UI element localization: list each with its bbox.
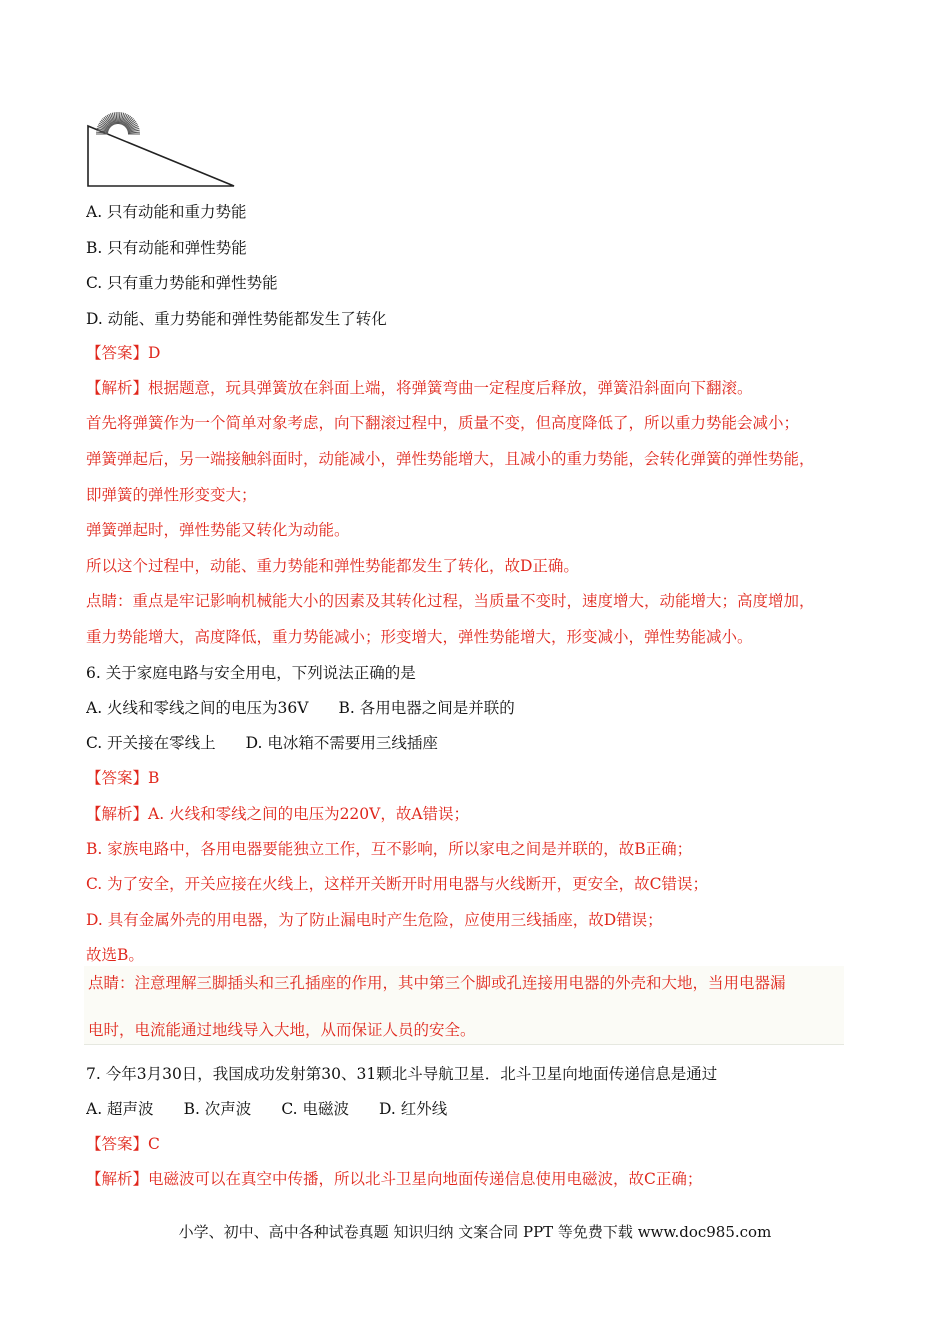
q5-option-d: D. 动能、重力势能和弹性势能都发生了转化 [86, 310, 387, 328]
q5-option-b: B. 只有动能和弹性势能 [86, 239, 247, 257]
answer-value: B [148, 769, 160, 787]
q5-analysis-line: 即弹簧的弹性形变变大； [86, 486, 257, 504]
q6-analysis-line: C. 为了安全，开关应接在火线上，这样开关断开时用电器与火线断开，更安全，故C错误； [86, 875, 709, 893]
q7-analysis-first: 【解析】电磁波可以在真空中传播，所以北斗卫星向地面传递信息使用电磁波，故C正确； [86, 1170, 703, 1188]
q5-tip-line: 点睛：重点是牢记影响机械能大小的因素及其转化过程，当质量不变时，速度增大，动能增大；高度增加， [86, 592, 815, 610]
answer-tag: 【答案】 [86, 1135, 149, 1153]
q6-analysis-first: 【解析】A. 火线和零线之间的电压为220V，故A错误； [86, 805, 470, 823]
q5-analysis-first: 【解析】根据题意，玩具弹簧放在斜面上端，将弹簧弯曲一定程度后释放，弹簧沿斜面向下翻滚。 [86, 379, 753, 397]
answer-tag: 【答案】 [86, 769, 149, 787]
q6-option-b: B. 各用电器之间是并联的 [338, 699, 515, 717]
q6-option-a: A. 火线和零线之间的电压为36V [86, 699, 309, 717]
q6-option-c: C. 开关接在零线上 [86, 734, 216, 752]
q6-tip-line: 电时，电流能通过地线导入大地，从而保证人员的安全。 [88, 1021, 476, 1039]
q6-conclusion: 故选B。 [86, 946, 144, 964]
answer-value: D [148, 344, 161, 362]
q6-answer [86, 767, 886, 789]
q6-tip-line: 点睛：注意理解三脚插头和三孔插座的作用，其中第三个脚或孔连接用电器的外壳和大地，当用电器漏 [88, 974, 786, 992]
q5-answer [86, 342, 886, 364]
q7-option-c: C. 电磁波 [281, 1100, 349, 1118]
q6-analysis-line: B. 家族电路中，各用电器要能独立工作，互不影响，所以家电之间是并联的，故B正确； [86, 840, 693, 858]
q5-analysis-line: 弹簧弹起时，弹性势能又转化为动能。 [86, 521, 350, 539]
q5-tip-line: 重力势能增大，高度降低，重力势能减小；形变增大，弹性势能增大，形变减小，弹性势能减小。 [86, 628, 753, 646]
q7-option-d: D. 红外线 [378, 1100, 448, 1118]
analysis-tag: 【解析】 [86, 805, 149, 823]
q7-question: 7. 今年3月30日，我国成功发射第30、31颗北斗导航卫星．北斗卫星向地面传递信息是通过 [86, 1065, 718, 1083]
q7-option-b: B. 次声波 [183, 1100, 252, 1118]
q5-option-c: C. 只有重力势能和弹性势能 [86, 274, 278, 292]
analysis-tag: 【解析】 [86, 379, 149, 397]
answer-value: C [148, 1135, 160, 1153]
q7-option-a: A. 超声波 [86, 1100, 154, 1118]
q7-options-row [86, 1098, 886, 1120]
q6-question: 6. 关于家庭电路与安全用电，下列说法正确的是 [86, 664, 416, 682]
q6-option-d: D. 电冰箱不需要用三线插座 [245, 734, 438, 752]
q7-answer [86, 1133, 886, 1155]
q6-options-row-1 [86, 697, 886, 719]
q5-option-a: A. 只有动能和重力势能 [86, 203, 247, 221]
answer-tag: 【答案】 [86, 344, 149, 362]
q5-analysis-line: 弹簧弹起后，另一端接触斜面时，动能减小，弹性势能增大，且减小的重力势能，会转化弹簧的弹性势能， [86, 450, 815, 468]
spring-on-incline-figure [84, 112, 240, 190]
q6-analysis-line: D. 具有金属外壳的用电器，为了防止漏电时产生危险，应使用三线插座，故D错误； [86, 911, 663, 929]
q5-analysis-line: 所以这个过程中，动能、重力势能和弹性势能都发生了转化，故D正确。 [86, 557, 579, 575]
analysis-tag: 【解析】 [86, 1170, 149, 1188]
q6-options-row-2 [86, 732, 886, 754]
page-footer: 小学、初中、高中各种试卷真题 知识归纳 文案合同 PPT 等免费下载 www.doc985.com [178, 1223, 772, 1241]
q5-analysis-line: 首先将弹簧作为一个简单对象考虑，向下翻滚过程中，质量不变，但高度降低了，所以重力势能会减小； [86, 414, 800, 432]
